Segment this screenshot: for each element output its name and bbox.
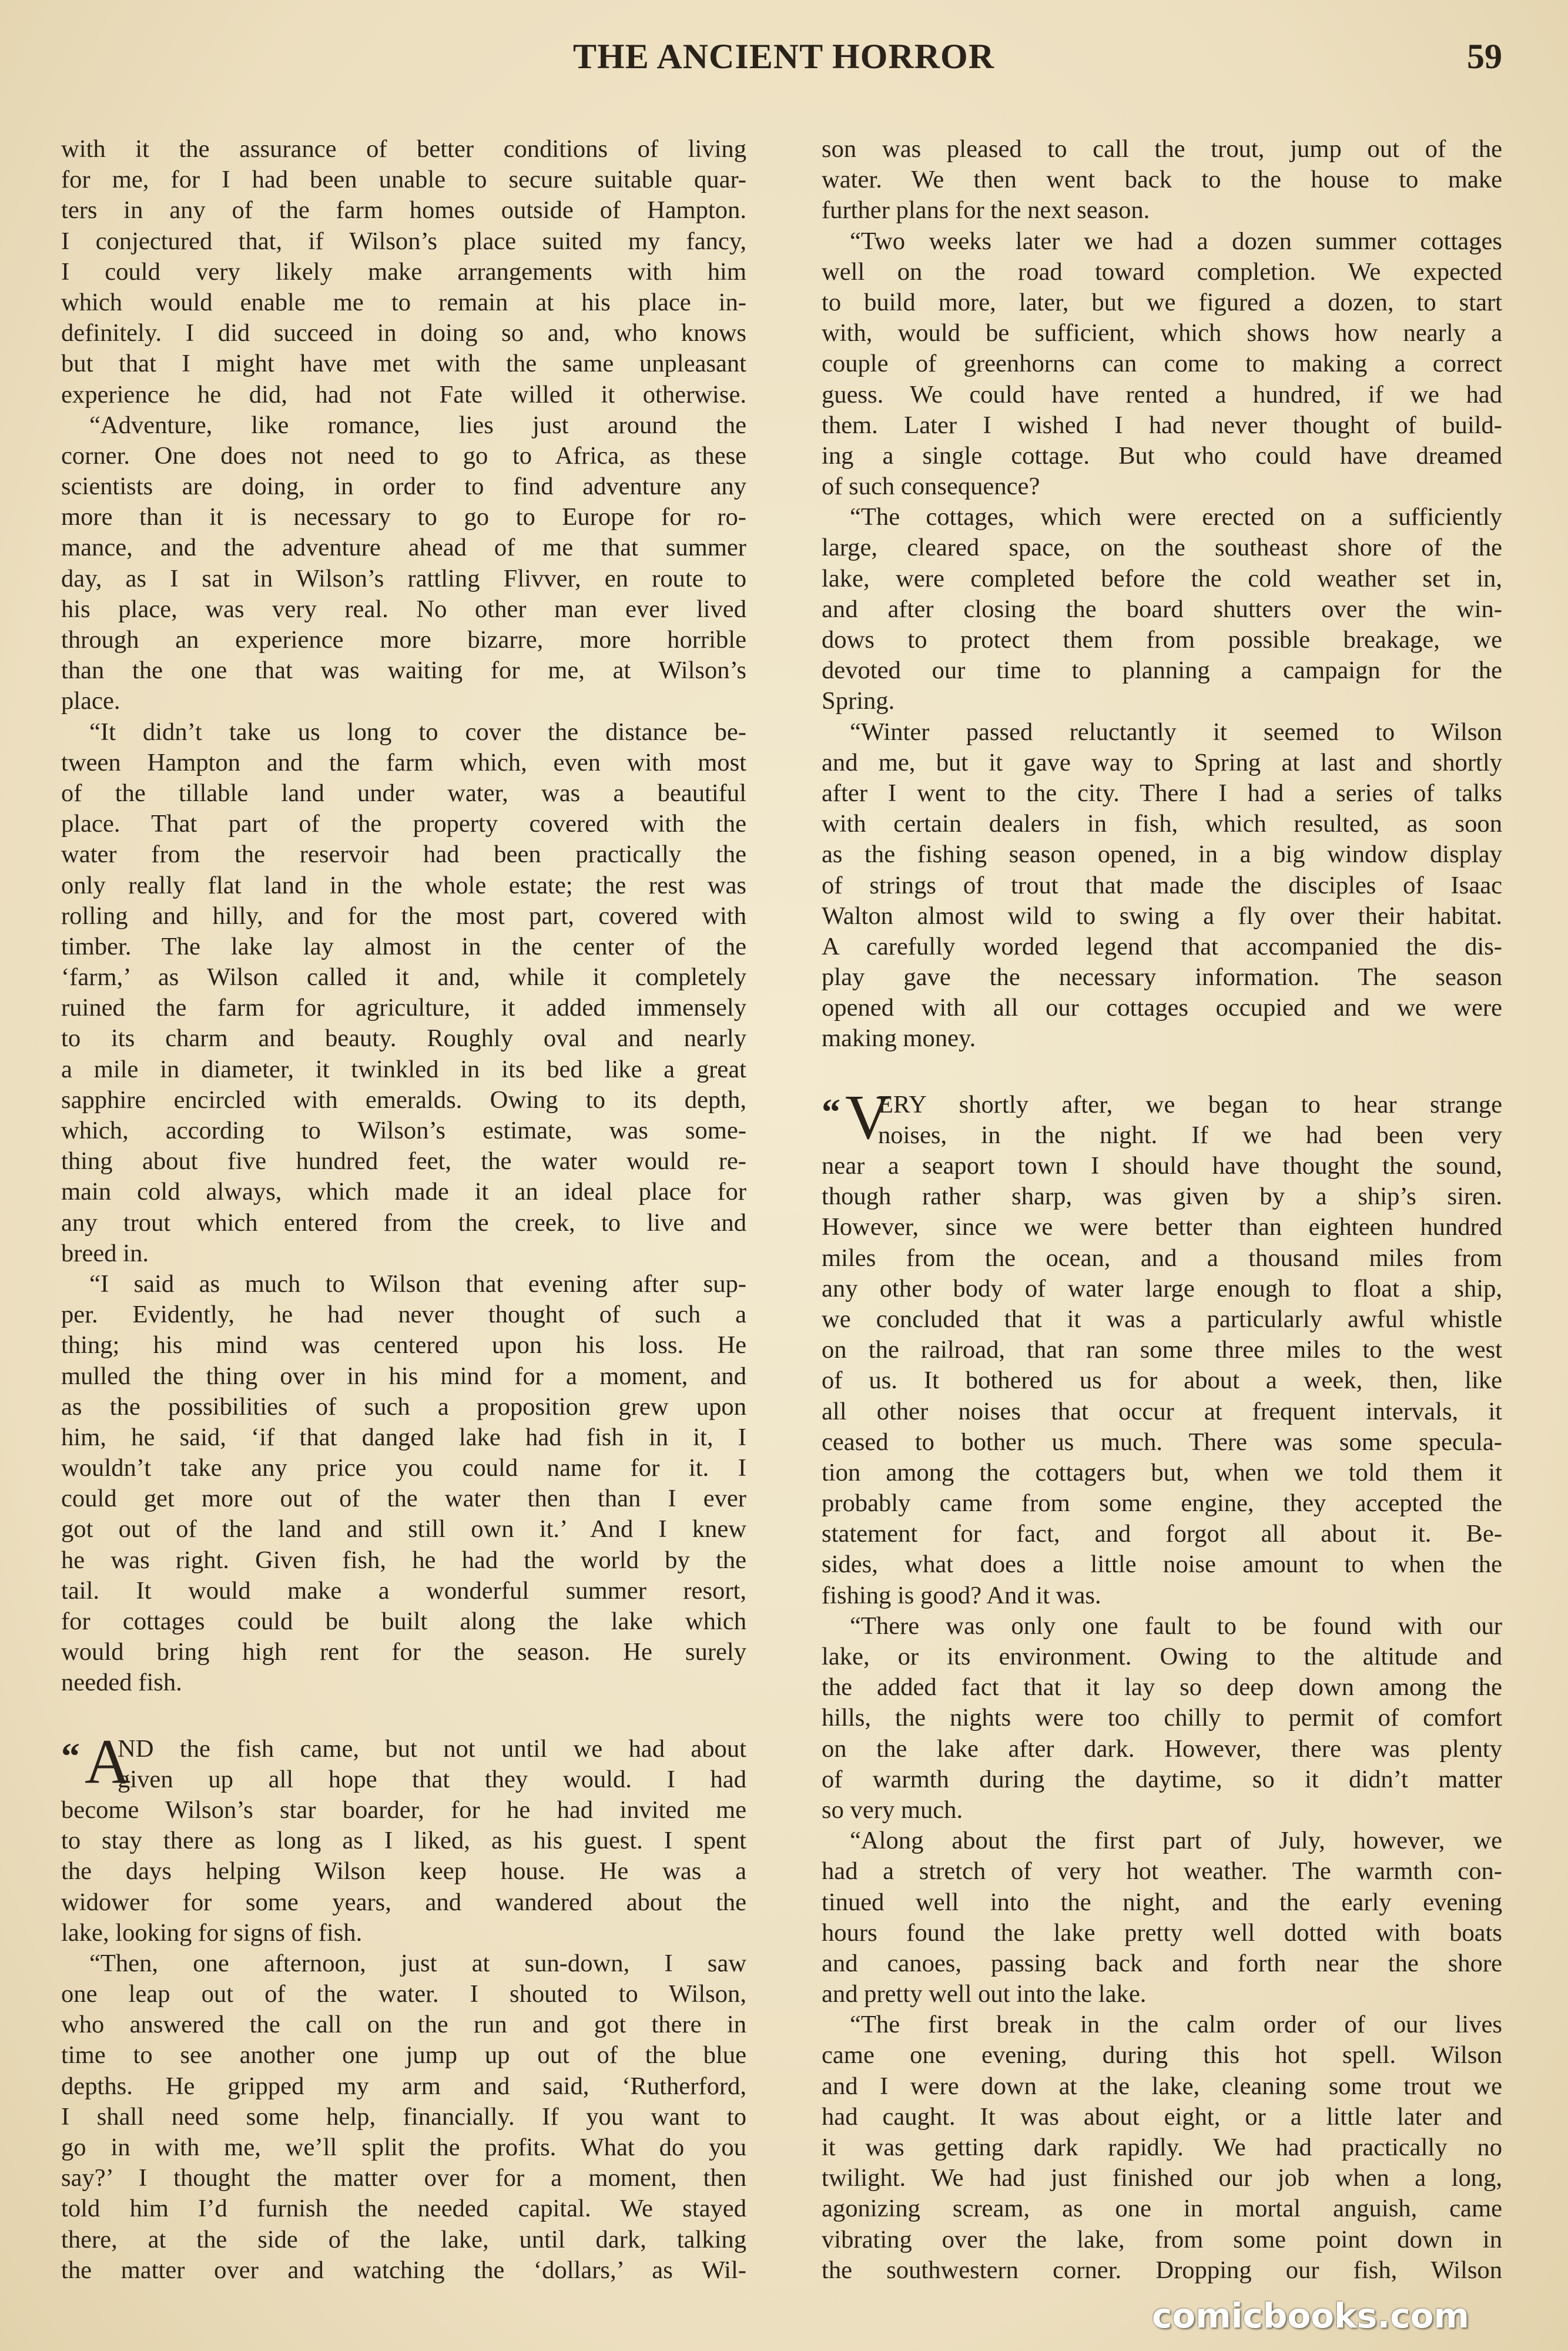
text-line: and I were down at the lake, cleaning some trout we <box>822 2072 1502 2100</box>
text-line: Walton almost wild to swing a fly over their habitat. <box>822 902 1502 930</box>
text-line: the southwestern corner. Dropping our fish, Wilson <box>822 2256 1502 2284</box>
text-line: as the possibilities of such a proposition grew upon <box>61 1392 746 1421</box>
text-line: making money. <box>822 1024 976 1053</box>
text-line: corner. One does not need to go to Africa, as these <box>61 441 746 470</box>
section-break <box>61 1699 746 1734</box>
text-line: given up all hope that they would. I had <box>118 1765 746 1793</box>
text-line: “There was only one fault to be found with our <box>850 1612 1502 1640</box>
text-line: to its charm and beauty. Roughly oval and nearly <box>61 1024 746 1053</box>
text-line: came one evening, during this hot spell. Wilson <box>822 2041 1502 2069</box>
text-line: told him I’d furnish the needed capital. We stayed <box>61 2195 746 2223</box>
text-line: with it the assurance of better conditions of living <box>61 135 746 163</box>
text-line: any other body of water large enough to float a ship, <box>822 1274 1502 1302</box>
text-line: thing about five hundred feet, the water would re- <box>61 1147 746 1176</box>
text-line: near a seaport town I should have thought the sound, <box>822 1152 1502 1180</box>
text-line: agonizing scream, as one in mortal anguish, came <box>822 2195 1502 2223</box>
drop-cap: V <box>845 1082 891 1153</box>
text-line: only really flat land in the whole estate; the rest was <box>61 871 746 899</box>
drop-cap: A <box>85 1726 130 1797</box>
text-line: “Winter passed reluctantly it seemed to Wilson <box>850 718 1502 746</box>
text-line: though rather sharp, was given by a ship’s siren. <box>822 1183 1502 1211</box>
text-line: “I said as much to Wilson that evening after sup- <box>89 1270 746 1298</box>
text-line: However, since we were better than eighteen hundred <box>822 1213 1502 1241</box>
text-line: dows to protect them from possible breakage, we <box>822 626 1502 654</box>
text-line: there, at the side of the lake, until dark, talking <box>61 2225 746 2253</box>
text-line: of such consequence? <box>822 473 1040 501</box>
text-line: noises, in the night. If we had been very <box>878 1121 1502 1149</box>
text-line: become Wilson’s star boarder, for he had invited me <box>61 1796 746 1824</box>
text-line: him, he said, ‘if that danged lake had fish in it, I <box>61 1423 746 1451</box>
text-line: on the lake after dark. However, there was plenty <box>822 1734 1502 1763</box>
text-line: got out of the land and still own it.’ And I knew <box>61 1515 746 1543</box>
text-line: I shall need some help, financially. If you want to <box>61 2102 746 2131</box>
text-line: for me, for I had been unable to secure suitable quar- <box>61 166 746 194</box>
text-line: we concluded that it was a particularly awful whistle <box>822 1305 1502 1333</box>
page-number: 59 <box>1467 37 1502 76</box>
text-line: of the tillable land under water, was a beautiful <box>61 779 746 807</box>
line-text: ERY shortly after, we began to hear strange <box>878 1090 1502 1118</box>
text-line: sides, what does a little noise amount to when the <box>822 1550 1502 1579</box>
text-line: them. Later I wished I had never thought of build- <box>822 411 1502 439</box>
text-line: twilight. We had just finished our job when a long, <box>822 2164 1502 2192</box>
text-line: devoted our time to planning a campaign for the <box>822 657 1502 685</box>
text-line: miles from the ocean, and a thousand miles from <box>822 1244 1502 1272</box>
text-line: play gave the necessary information. The season <box>822 963 1502 992</box>
text-line: day, as I sat in Wilson’s rattling Flivver, en route to <box>61 564 746 592</box>
text-line: and after closing the board shutters over the win- <box>822 595 1502 623</box>
text-line: ruined the farm for agriculture, it added immensely <box>61 994 746 1022</box>
text-line: the matter over and watching the ‘dollars,’ as Wil- <box>61 2256 746 2284</box>
text-line: “Along about the first part of July, however, we <box>850 1827 1502 1855</box>
text-line: more than it is necessary to go to Europe for ro- <box>61 503 746 531</box>
text-line: opened with all our cottages occupied and we were <box>822 994 1502 1022</box>
text-line: “It didn’t take us long to cover the distance be- <box>89 718 746 746</box>
text-line: depths. He gripped my arm and said, ‘Rutherford, <box>61 2072 746 2100</box>
text-line: would bring high rent for the season. He surely <box>61 1638 746 1666</box>
text-line: tween Hampton and the farm which, even with most <box>61 748 746 776</box>
text-line: I could very likely make arrangements with him <box>61 257 746 286</box>
text-line: who answered the call on the run and got there in <box>61 2011 746 2039</box>
text-line: had a stretch of very hot weather. The warmth con- <box>822 1857 1502 1886</box>
text-line: he was right. Given fish, he had the world by the <box>61 1546 746 1574</box>
text-line: water from the reservoir had been practically the <box>61 840 746 869</box>
text-line: “Then, one afternoon, just at sun-down, I saw <box>89 1949 746 1977</box>
text-line: place. <box>61 687 120 715</box>
text-line: well on the road toward completion. We expected <box>822 257 1502 286</box>
text-line: any trout which entered from the creek, to live and <box>61 1208 746 1237</box>
text-line: scientists are doing, in order to find adventure any <box>61 473 746 501</box>
text-line: sapphire encircled with emeralds. Owing to its depth, <box>61 1086 746 1114</box>
text-line: son was pleased to call the trout, jump out of the <box>822 135 1502 163</box>
text-line: for cottages could be built along the lake which <box>61 1607 746 1635</box>
text-line: lake, looking for signs of fish. <box>61 1918 363 1947</box>
text-line: probably came from some engine, they accepted the <box>822 1489 1502 1518</box>
text-line: experience he did, had not Fate willed it otherwise. <box>61 380 746 408</box>
text-line: of strings of trout that made the disciples of Isaac <box>822 871 1502 899</box>
section-break <box>822 1054 1502 1090</box>
text-line: ceased to bother us much. There was some specula- <box>822 1428 1502 1456</box>
text-line: which, according to Wilson’s estimate, was some- <box>61 1117 746 1144</box>
text-line: hills, the nights were too chilly to permit of comfort <box>822 1704 1502 1732</box>
text-line: hours found the lake pretty well dotted with boats <box>822 1918 1502 1947</box>
text-line: as the fishing season opened, in a big window display <box>822 840 1502 869</box>
text-line: with certain dealers in fish, which resulted, as soon <box>822 810 1502 838</box>
text-line: definitely. I did succeed in doing so and, who knows <box>61 319 746 347</box>
left-column <box>61 134 746 2286</box>
text-line: could get more out of the water then than I ever <box>61 1485 746 1513</box>
text-line: his place, was very real. No other man ever lived <box>61 595 746 623</box>
line-text: ND the fish came, but not until we had about <box>118 1734 746 1763</box>
text-line: large, cleared space, on the southeast shore of the <box>822 534 1502 562</box>
text-line: vibrating over the lake, from some point down in <box>822 2225 1502 2253</box>
text-line: had caught. It was about eight, or a little later and <box>822 2102 1502 2131</box>
text-line: all other noises that occur at frequent intervals, it <box>822 1397 1502 1425</box>
text-line: thing; his mind was centered upon his loss. He <box>61 1331 746 1359</box>
text-line: further plans for the next season. <box>822 196 1150 225</box>
text-line: to build more, later, but we figured a dozen, to start <box>822 288 1502 316</box>
text-line: lake, were completed before the cold weather set in, <box>822 564 1502 592</box>
text-line: tail. It would make a wonderful summer resort, <box>61 1576 746 1605</box>
text-line: I conjectured that, if Wilson’s place suited my fancy, <box>61 227 746 255</box>
text-line: per. Evidently, he had never thought of such a <box>61 1301 746 1329</box>
text-line: fishing is good? And it was. <box>822 1581 1101 1609</box>
text-line: breed in. <box>61 1239 149 1267</box>
text-line: go in with me, we’ll split the profits. What do you <box>61 2134 746 2161</box>
text-line: timber. The lake lay almost in the center of the <box>61 932 746 960</box>
watermark-logo: comicbooks.com <box>1152 2296 1469 2336</box>
text-line: “The first break in the calm order of our lives <box>850 2011 1502 2039</box>
text-line: of warmth during the daytime, so it didn’t matter <box>822 1765 1502 1793</box>
right-column <box>822 134 1502 2286</box>
text-line: statement for fact, and forgot all about it. Be- <box>822 1520 1502 1548</box>
text-line: “Adventure, like romance, lies just around the <box>89 411 746 439</box>
text-line: “The cottages, which were erected on a sufficiently <box>850 503 1502 531</box>
opening-quote: “ <box>822 1090 840 1133</box>
running-head <box>0 36 1568 83</box>
text-line: so very much. <box>822 1796 963 1824</box>
text-line: the added fact that it lay so deep down among the <box>822 1673 1502 1702</box>
text-line: ters in any of the farm homes outside of Hampton. <box>61 196 746 225</box>
text-line: and canoes, passing back and forth near the shore <box>822 1949 1502 1977</box>
text-line: couple of greenhorns can come to making a correct <box>822 350 1502 378</box>
text-line: of us. It bothered us for about a week, then, like <box>822 1367 1502 1395</box>
text-line: main cold always, which made it an ideal place for <box>61 1178 746 1206</box>
text-line: widower for some years, and wandered about the <box>61 1888 746 1916</box>
text-line: the days helping Wilson keep house. He was a <box>61 1857 746 1886</box>
text-line: on the railroad, that ran some three miles to the west <box>822 1336 1502 1364</box>
text-line: lake, or its environment. Owing to the altitude and <box>822 1643 1502 1670</box>
text-line: mance, and the adventure ahead of me that summer <box>61 534 746 562</box>
text-line: guess. We could have rented a hundred, if we had <box>822 380 1502 408</box>
text-line: tinued well into the night, and the early evening <box>822 1888 1502 1916</box>
text-line: to stay there as long as I liked, as his guest. I spent <box>61 1827 746 1855</box>
text-line: needed fish. <box>61 1669 182 1697</box>
text-line: through an experience more bizarre, more horrible <box>61 626 746 654</box>
opening-quote: “ <box>61 1734 80 1777</box>
text-line: wouldn’t take any price you could name for it. I <box>61 1454 746 1482</box>
text-line: rolling and hilly, and for the most part, covered with <box>61 902 746 930</box>
text-line: water. We then went back to the house to make <box>822 166 1502 194</box>
text-line: and me, but it gave way to Spring at last and shortly <box>822 748 1502 776</box>
text-line: after I went to the city. There I had a series of talks <box>822 779 1502 807</box>
text-line: with, would be sufficient, which shows how nearly a <box>822 319 1502 347</box>
text-line: and pretty well out into the lake. <box>822 1980 1147 2008</box>
text-line: which would enable me to remain at his place in- <box>61 288 746 316</box>
text-line: Spring. <box>822 687 895 715</box>
text-line: time to see another one jump up out of the blue <box>61 2041 746 2069</box>
text-line: ‘farm,’ as Wilson called it and, while it completely <box>61 963 746 992</box>
text-line: place. That part of the property covered with the <box>61 810 746 838</box>
text-line: than the one that was waiting for me, at Wilson’s <box>61 657 746 685</box>
running-title: THE ANCIENT HORROR <box>573 37 995 76</box>
text-line: a mile in diameter, it twinkled in its bed like a great <box>61 1055 746 1083</box>
text-line: ing a single cottage. But who could have dreamed <box>822 441 1502 470</box>
text-line: “Two weeks later we had a dozen summer cottages <box>850 227 1502 255</box>
text-line: A carefully worded legend that accompanied the dis- <box>822 932 1502 960</box>
text-line: tion among the cottagers but, when we told them it <box>822 1458 1502 1486</box>
text-line: it was getting dark rapidly. We had practically no <box>822 2134 1502 2161</box>
text-line: one leap out of the water. I shouted to Wilson, <box>61 1980 746 2008</box>
text-line: but that I might have met with the same unpleasant <box>61 350 746 378</box>
text-line: mulled the thing over in his mind for a moment, and <box>61 1362 746 1390</box>
text-line: say?’ I thought the matter over for a moment, then <box>61 2164 746 2192</box>
